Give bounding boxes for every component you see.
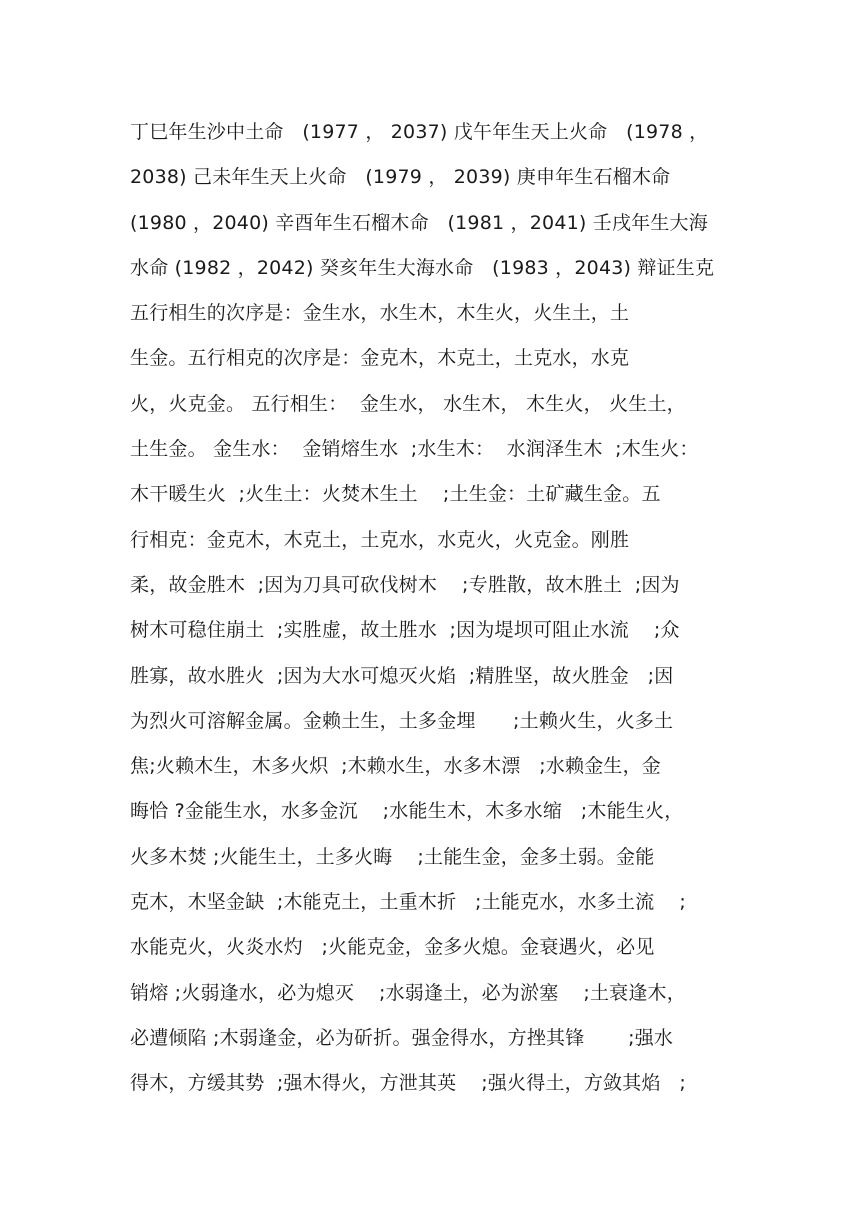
text-line: 生金。五行相克的次序是：金克木，木克土，土克水，水克 xyxy=(130,347,630,370)
text-line: 木干暖生火 ;火生土：火焚木生土 ;土生金：土矿藏生金。五 xyxy=(130,483,661,506)
text-line: 五行相生的次序是：金生水，水生木，木生火，火生土，土 xyxy=(130,302,630,325)
text-line: 行相克：金克木，木克土，土克水，水克火，火克金。刚胜 xyxy=(130,528,630,551)
text-line: 晦恰 ?金能生水，水多金沉 ;水能生木，木多水缩 ;木能生火， xyxy=(130,800,684,823)
text-line: 2038) 己未年生天上火命 (1979 ， 2039) 庚申年生石榴木命 xyxy=(130,166,671,189)
text-line: 柔，故金胜木 ;因为刀具可砍伐树木 ;专胜散，故木胜土 ;因为 xyxy=(130,573,680,596)
text-line: 树木可稳住崩土 ;实胜虚，故土胜水 ;因为堤坝可阻止水流 ;众 xyxy=(130,619,680,642)
text-line: 火多木焚 ;火能生土，土多火晦 ;土能生金，金多土弱。金能 xyxy=(130,845,655,868)
text-line: 克木，木坚金缺 ;木能克土，土重木折 ;土能克水，水多土流 ; xyxy=(130,891,686,914)
text-line: 火，火克金。 五行相生： 金生水， 水生木， 木生火， 火生土， xyxy=(130,392,686,415)
text-line: 销熔 ;火弱逢水，必为熄灭 ;水弱逢土，必为淤塞 ;土衰逢木， xyxy=(130,981,686,1004)
text-line: (1980 ，2040) 辛酉年生石榴木命 (1981 ，2041) 壬戌年生大海 xyxy=(130,211,708,234)
text-line: 焦;火赖木生，木多火炽 ;木赖水生，水多木漂 ;水赖金生，金 xyxy=(130,755,662,778)
text-line: 土生金。 金生水： 金销熔生水 ;水生木： 水润泽生木 ;木生火： xyxy=(130,438,699,461)
text-line: 为烈火可溶解金属。金赖土生，土多金埋 ;土赖火生，火多土 xyxy=(130,709,674,732)
text-line: 水能克火，火炎水灼 ;火能克金，金多火熄。金衰遇火，必见 xyxy=(130,936,655,959)
text-line: 得木，方缓其势 ;强木得火，方泄其英 ;强火得土，方敛其焰 ; xyxy=(130,1072,686,1095)
text-line: 丁巳年生沙中土命 (1977 ， 2037) 戊午年生天上火命 (1978 ， xyxy=(130,121,709,143)
text-line: 胜寡，故水胜火 ;因为大水可熄灭火焰 ;精胜坚，故火胜金 ;因 xyxy=(130,664,674,687)
text-line: 必遭倾陷 ;木弱逢金，必为斫折。强金得水，方挫其锋 ;强水 xyxy=(130,1026,674,1049)
body-text xyxy=(130,110,750,1107)
text-line: 水命 (1982 ，2042) 癸亥年生大海水命 (1983 ，2043) 辩证生克 xyxy=(130,256,715,279)
